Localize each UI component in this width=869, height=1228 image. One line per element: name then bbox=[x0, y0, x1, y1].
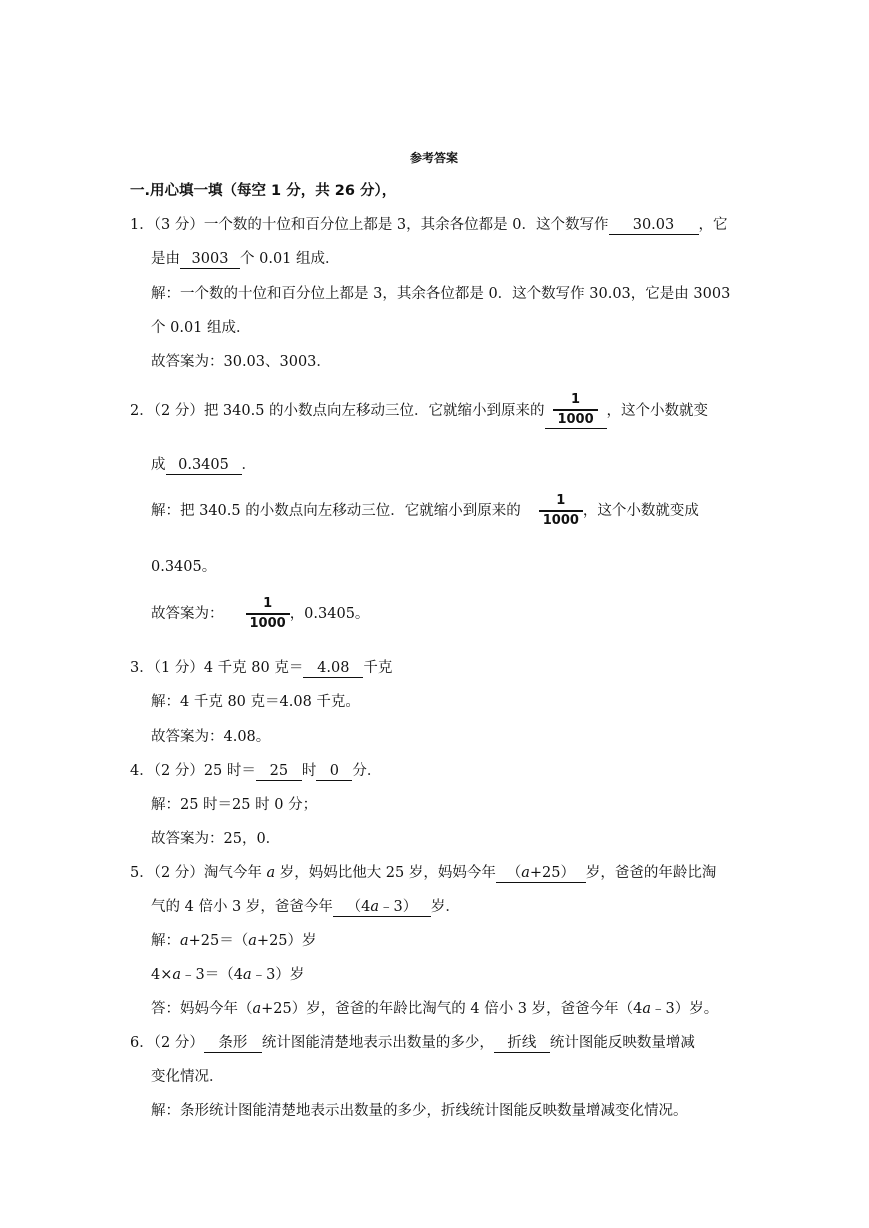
question-1-line-2: 是由 3003 个 0.01 组成． bbox=[151, 251, 340, 267]
answer-blank: 折线 bbox=[494, 1035, 550, 1053]
question-2-line-1: 2．（2 分）把 340.5 的小数点向左移动三位．它就缩小到原来的 $\frac{1}{1000}$ ，这个小数就变 bbox=[130, 392, 709, 427]
question-6-line-2: 变化情况． bbox=[151, 1069, 224, 1085]
question-6-line-1: 6．（2 分） 条形 统计图能清楚地表示出数量的多少， 折线 统计图能反映数量增减 bbox=[130, 1035, 695, 1051]
question-number: 1． bbox=[130, 217, 154, 233]
answer-blank: 4.08 bbox=[303, 660, 363, 678]
page-title: 参考答案 bbox=[410, 151, 459, 165]
fraction: $\frac{1}{1000}$ bbox=[553, 392, 597, 428]
solution-line: 解：把 340.5 的小数点向左移动三位．它就缩小到原来的 $\frac{1}{1000}$ ，这个小数就变成 bbox=[151, 493, 699, 528]
question-4: 4．（2 分）25 时＝ 25 时 0 分． bbox=[130, 763, 382, 779]
question-number: 5． bbox=[130, 865, 154, 881]
question-number: 2． bbox=[130, 403, 154, 419]
solution-line: 个 0.01 组成． bbox=[151, 320, 251, 336]
question-5-line-1: 5．（2 分）淘气今年 a 岁，妈妈比他大 25 岁，妈妈今年 （a+25） 岁，爸爸的年龄比淘 bbox=[130, 865, 717, 881]
solution-line: 解：a+25＝（a+25）岁 bbox=[151, 933, 317, 949]
solution-line: 解：一个数的十位和百分位上都是 3，其余各位都是 0．这个数写作 30.03，它是由 3003 bbox=[151, 286, 731, 302]
answer-blank: 条形 bbox=[204, 1035, 262, 1053]
solution-line: 解：4 千克 80 克＝4.08 千克。 bbox=[151, 694, 360, 710]
final-answer: 答：妈妈今年（a+25）岁，爸爸的年龄比淘气的 4 倍小 3 岁，爸爸今年（4a﹣3）岁。 bbox=[151, 1001, 719, 1017]
answer-blank: （4a﹣3） bbox=[333, 899, 431, 917]
final-answer: 故答案为：30.03、3003． bbox=[151, 354, 331, 370]
solution-line: 4×a﹣3＝（4a﹣3）岁 bbox=[151, 967, 305, 983]
solution-line: 解：25 时＝25 时 0 分； bbox=[151, 797, 318, 813]
question-3: 3．（1 分）4 千克 80 克＝ 4.08 千克 bbox=[130, 660, 393, 676]
final-answer: 故答案为： $\frac{1}{1000}$ ，0.3405。 bbox=[151, 596, 370, 631]
answer-blank: 0.3405 bbox=[166, 457, 242, 475]
fraction: $\frac{1}{1000}$ bbox=[539, 493, 583, 529]
answer-blank bbox=[545, 392, 607, 429]
fraction: $\frac{1}{1000}$ bbox=[246, 596, 290, 632]
question-number: 3． bbox=[130, 660, 154, 676]
question-1-line-1: 1．（3 分）一个数的十位和百分位上都是 3，其余各位都是 0．这个数写作 30.03 ，它 bbox=[130, 217, 728, 233]
answer-blank: 25 bbox=[256, 763, 302, 781]
final-answer: 故答案为：25，0． bbox=[151, 831, 281, 847]
final-answer: 故答案为：4.08。 bbox=[151, 729, 271, 745]
solution-line: 解：条形统计图能清楚地表示出数量的多少，折线统计图能反映数量增减变化情况。 bbox=[151, 1103, 688, 1119]
question-2-line-2: 成 0.3405 ． bbox=[151, 457, 256, 473]
solution-line: 0.3405。 bbox=[151, 559, 217, 575]
question-number: 4． bbox=[130, 763, 154, 779]
answer-blank: 30.03 bbox=[609, 217, 699, 235]
answer-blank: 3003 bbox=[180, 251, 240, 269]
question-5-line-2: 气的 4 倍小 3 岁，爸爸今年 （4a﹣3） 岁． bbox=[151, 899, 460, 915]
answer-blank: （a+25） bbox=[496, 865, 586, 883]
answer-blank: 0 bbox=[316, 763, 352, 781]
question-number: 6． bbox=[130, 1035, 154, 1051]
section-heading: 一.用心填一填（每空 1 分，共 26 分）， bbox=[130, 183, 397, 199]
